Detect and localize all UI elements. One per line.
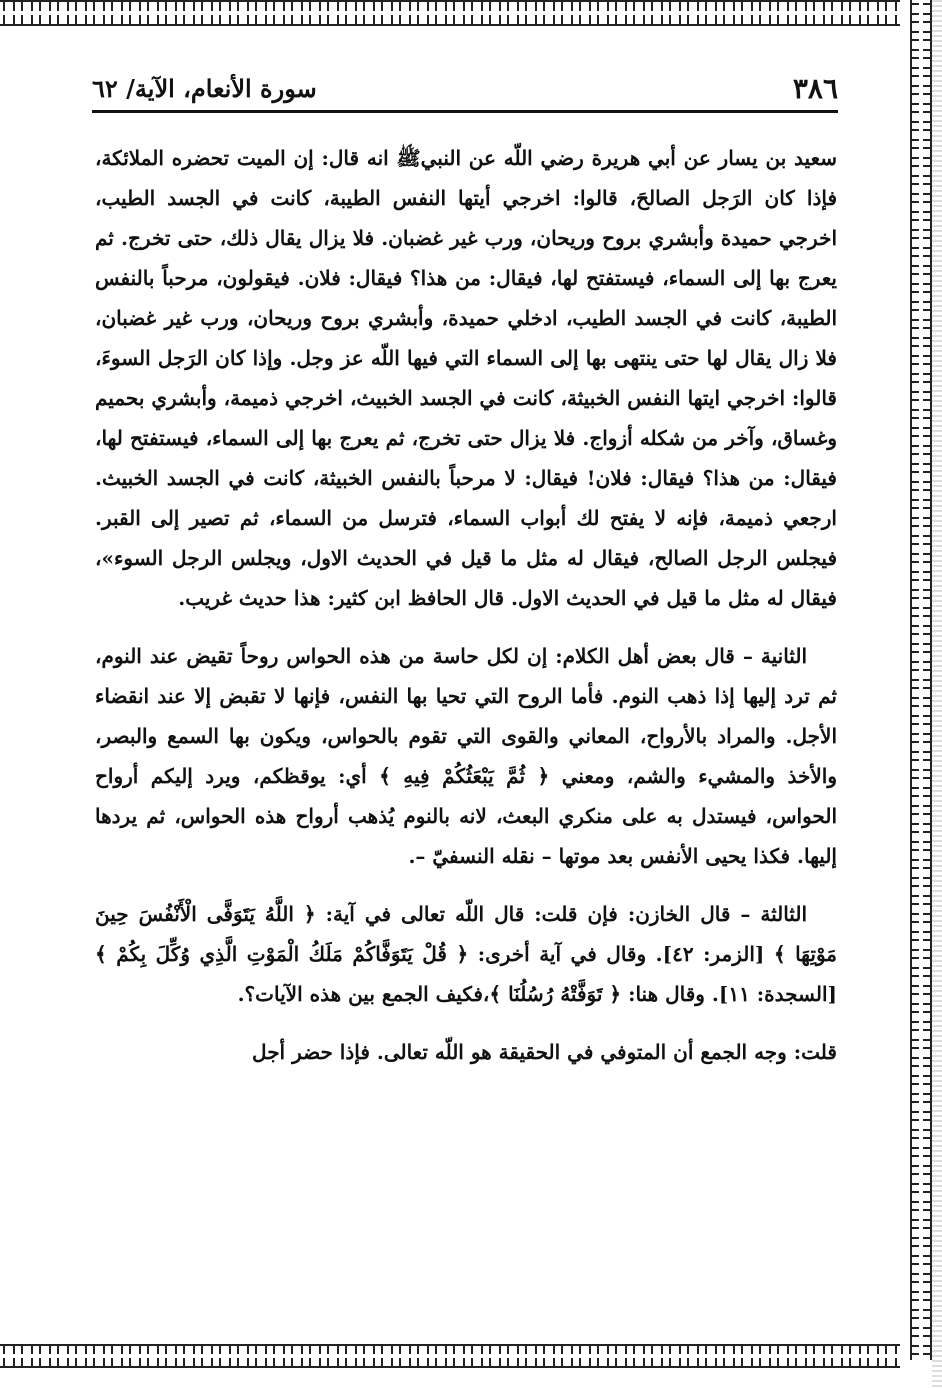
paragraph-second: الثانية – قال بعض أهل الكلام: إن لكل حاسة من هذه الحواس روحاً تقيض عند النوم، ثم ترد إليها إذا ذهب النوم. فأما الروح التي تحيا بها النفس، فإنها لا تقبض إلا عند انقضاء الأجل. والمراد بالأرواح، المعاني والقوى التي تقوم بالحواس، ويكون بها السمع والبصر، والأخذ والمشيء والشم، ومعني ﴿ ثُمَّ يَبْعَثُكُمْ فِيهِ ﴾ أي: يوقظكم، ويرد إليكم أرواح الحواس، فيستدل به على منكري البعث، لانه بالنوم يُذهب أرواح هذه الحواس، ثم يردها إليها. فكذا يحيى الأنفس بعد موتها – نقله النسفيّ –. <box>95 644 837 868</box>
paragraph-gap <box>95 618 837 636</box>
paragraph-gap <box>95 1014 837 1032</box>
decorative-border-right <box>910 0 932 1360</box>
page-edge <box>932 0 942 1388</box>
paragraph-answer: قلت: وجه الجمع أن المتوفي في الحقيقة هو اللّه تعالى. فإذا حضر أجل <box>252 1040 837 1064</box>
page-body <box>95 138 837 1072</box>
paragraph-third: الثالثة – قال الخازن: فإن قلت: قال اللّه تعالى في آية: ﴿ اللَّهُ يَتَوَفَّى الْأَنْفُسَ حِينَ مَوْتِهَا ﴾ [الزمر: ٤٢]. وقال في آية أخرى: ﴿ قُلْ يَتَوَفَّاكُمْ مَلَكُ الْمَوْتِ الَّذِي وُكِّلَ بِكُمْ ﴾ [السجدة: ١١]. وقال هنا: ﴿ تَوَفَّتْهُ رُسُلُنَا ﴾،فكيف الجمع بين هذه الآيات؟. <box>95 902 837 1006</box>
paragraph-gap <box>95 876 837 894</box>
decorative-border-top <box>0 0 900 26</box>
paragraph-hadith: سعيد بن يسار عن أبي هريرة رضي اللّه عن النبيﷺ انه قال: إن الميت تحضره الملائكة، فإذا كان الرَجل الصالحَ، قالوا: اخرجي أيتها النفس الطيبة، كانت في الجسد الطيب، اخرجي حميدة وأبشري بروح وريحان، ورب غير غضبان. فلا يزال يقال ذلك، حتى تخرج. ثم يعرج بها إلى السماء، فيستفتح لها، فيقال: من هذا؟ فيقال: فلان. فيقولون، مرحباً بالنفس الطيبة، كانت في الجسد الطيب، ادخلي حميدة، وأبشري بروح وريحان، ورب غير غضبان، فلا زال يقال لها حتى ينتهى بها إلى السماء التي فيها اللّه عز وجل. وإذا كان الرَجل السوءَ، قالوا: اخرجي ايتها النفس الخبيثة، كانت في الجسد الخبيث، اخرجي ذميمة، وأبشري بحميم وغساق، وآخر من شكله أزواج. فلا يزال حتى تخرج، ثم يعرج بها إلى السماء، فيستفتح لها، فيقال: من هذا؟ فيقال: فلان! فيقال: لا مرحباً بالنفس الخبيثة، كانت في الجسد الخبيث. ارجعي ذميمة، فإنه لا يفتح لك أبواب السماء، فترسل من السماء، ثم تصير إلى القبر. فيجلس الرجل الصالح، فيقال له مثل ما قيل في الحديث الاول، ويجلس الرجل السوء»، فيقال له مثل ما قيل في الحديث الاول. قال الحافظ ابن كثير: هذا حديث غريب. <box>95 146 837 610</box>
decorative-border-bottom <box>0 1344 900 1368</box>
page-header <box>92 66 838 113</box>
page-number: ٣٨٦ <box>792 71 838 105</box>
running-title: سورة الأنعام، الآية/ ٦٢ <box>92 73 317 103</box>
